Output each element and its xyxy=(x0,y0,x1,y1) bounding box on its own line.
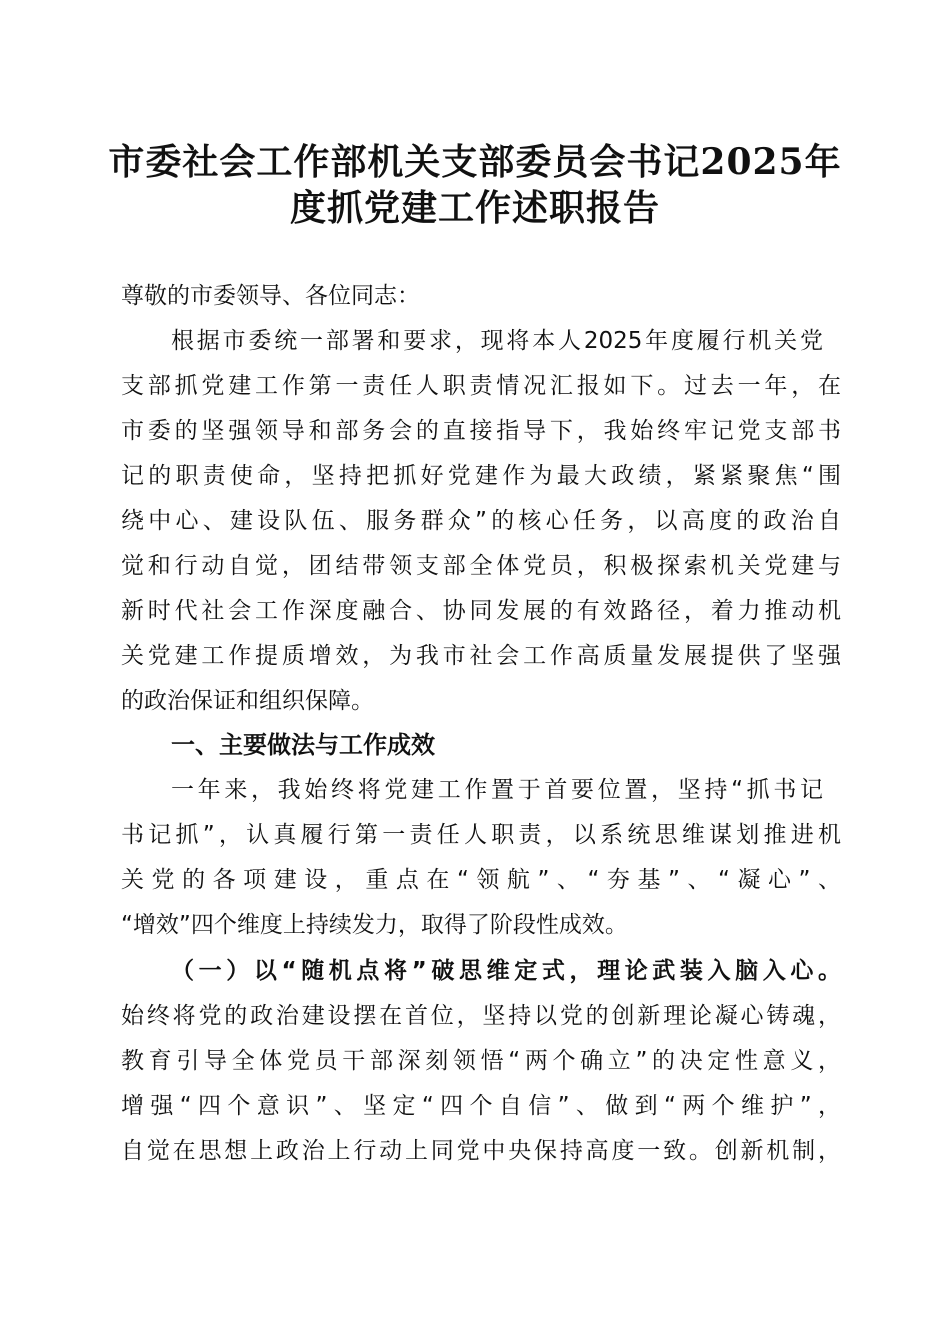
intro-line: 新时代社会工作深度融合、协同发展的有效路径，着力推动机 xyxy=(121,598,841,624)
subsection-line: 教育引导全体党员干部深刻领悟“两个确立”的决定性意义， xyxy=(121,1048,841,1074)
section-line: 关党的各项建设，重点在“领航”、“夯基”、“凝心”、 xyxy=(121,867,841,893)
section-line: 一年来，我始终将党建工作置于首要位置，坚持“抓书记 xyxy=(171,777,823,803)
subsection-line: 始终将党的政治建设摆在首位，坚持以党的创新理论凝心铸魂， xyxy=(121,1003,841,1029)
document-title-line-2: 度抓党建工作述职报告 xyxy=(289,187,660,229)
section-line: “增效”四个维度上持续发力，取得了阶段性成效。 xyxy=(121,912,628,938)
intro-line: 的政治保证和组织保障。 xyxy=(121,688,374,714)
section-line: 书记抓”，认真履行第一责任人职责，以系统思维谋划推进机 xyxy=(121,822,841,848)
subsection-heading: （一）以“随机点将”破思维定式，理论武装入脑入心。 xyxy=(171,958,841,984)
section-heading: 一、主要做法与工作成效 xyxy=(171,731,435,759)
intro-line: 记的职责使命，坚持把抓好党建作为最大政绩，紧紧聚焦“围 xyxy=(121,463,841,489)
intro-line: 根据市委统一部署和要求，现将本人2025年度履行机关党 xyxy=(171,328,823,354)
intro-line: 市委的坚强领导和部务会的直接指导下，我始终牢记党支部书 xyxy=(121,418,841,444)
document-title-line-1: 市委社会工作部机关支部委员会书记2025年 xyxy=(108,141,842,183)
intro-line: 支部抓党建工作第一责任人职责情况汇报如下。过去一年，在 xyxy=(121,373,841,399)
subsection-line: 自觉在思想上政治上行动上同党中央保持高度一致。创新机制， xyxy=(121,1138,841,1164)
intro-line: 绕中心、建设队伍、服务群众”的核心任务，以高度的政治自 xyxy=(121,508,841,534)
intro-line: 关党建工作提质增效，为我市社会工作高质量发展提供了坚强 xyxy=(121,643,841,669)
intro-line: 觉和行动自觉，团结带领支部全体党员，积极探索机关党建与 xyxy=(121,553,841,579)
subsection-line: 增强“四个意识”、坚定“四个自信”、做到“两个维护”， xyxy=(121,1093,841,1119)
salutation: 尊敬的市委领导、各位同志： xyxy=(121,283,420,309)
